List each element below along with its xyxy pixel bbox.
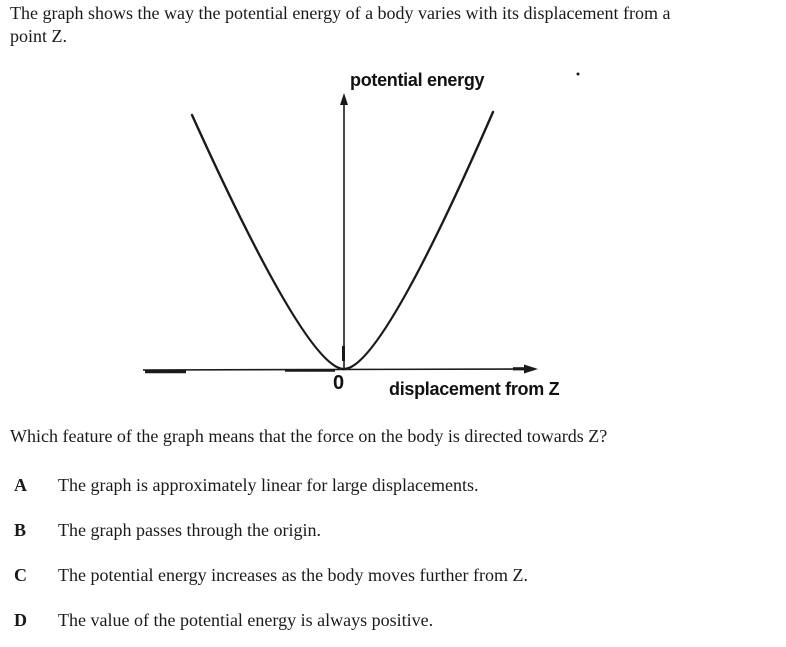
x-axis-arrow-icon	[524, 365, 538, 374]
y-axis-arrow-icon	[340, 93, 348, 105]
option-c-letter: C	[14, 565, 27, 585]
option-a	[14, 474, 479, 496]
y-axis-label: potential energy	[350, 70, 485, 90]
option-c-text: The potential energy increases as the body moves further from Z.	[58, 565, 529, 585]
option-a-text: The graph is approximately linear for large displacements.	[58, 475, 479, 495]
parabola-curve	[192, 112, 493, 369]
option-d-letter: D	[14, 610, 27, 630]
option-d-text: The value of the potential energy is always positive.	[58, 610, 434, 630]
scan-speck	[577, 73, 580, 76]
option-d	[14, 609, 433, 631]
intro-line-2: point Z.	[10, 26, 67, 46]
origin-label: 0	[333, 372, 344, 394]
option-c	[14, 564, 528, 586]
option-a-letter: A	[14, 475, 27, 495]
intro-line-1: The graph shows the way the potential energy of a body varies with its displacement from a	[10, 3, 671, 23]
question-text: Which feature of the graph means that the force on the body is directed towards Z?	[10, 426, 608, 446]
option-b-text: The graph passes through the origin.	[58, 520, 321, 540]
option-b-letter: B	[14, 520, 27, 540]
option-b	[14, 519, 321, 541]
x-axis-label: displacement from Z	[389, 379, 560, 399]
